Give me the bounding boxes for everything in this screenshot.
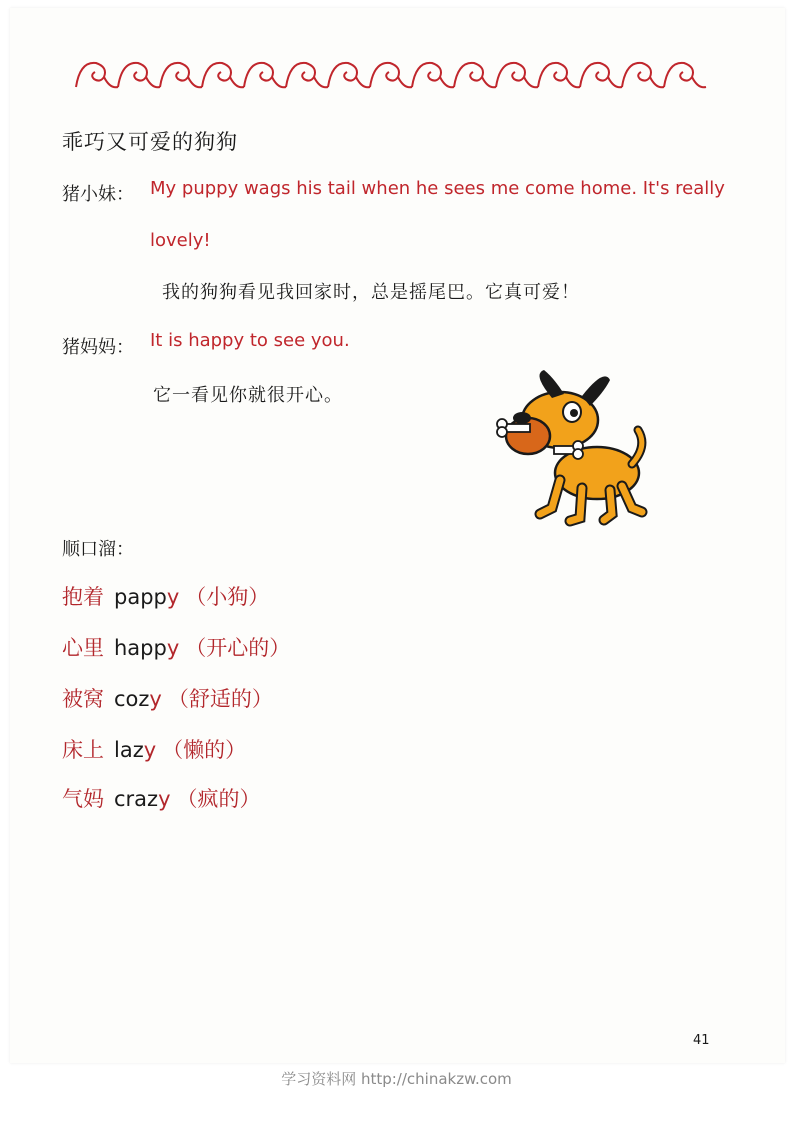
rhyme-row — [62, 632, 290, 662]
wave-scroll — [664, 63, 706, 87]
cartoon-dog-illustration — [492, 368, 652, 533]
rhyme-english — [114, 687, 162, 711]
book-page — [10, 8, 785, 1063]
page-number: 41 — [693, 1033, 710, 1048]
rhyme-chinese: 心里 — [62, 636, 104, 660]
english-line-continued: lovely! — [150, 230, 211, 251]
rhyme-gloss: （懒的） — [162, 738, 247, 762]
wave-scroll — [118, 63, 160, 87]
rhyme-english-ending: y — [143, 738, 157, 762]
rhyme-english-ending: y — [166, 636, 180, 660]
rhyme-row — [62, 581, 269, 611]
rhyme-english-ending: y — [158, 787, 171, 811]
speaker-piggy-sister: 猪小妹： — [62, 184, 134, 205]
page-title: 乖巧又可爱的狗狗 — [62, 130, 238, 154]
rhyme-gloss: （疯的） — [176, 787, 261, 811]
rhyme-english-stem: coz — [114, 687, 150, 711]
speaker-mother-pig: 猪妈妈： — [62, 337, 134, 358]
rhyme-english-ending: y — [149, 687, 162, 711]
wave-scroll — [160, 63, 202, 87]
rhyme-english-stem: papp — [114, 585, 167, 609]
rhyme-row — [62, 734, 246, 764]
wave-scroll — [76, 63, 118, 87]
wave-scroll — [412, 63, 454, 87]
decorative-wave-border — [68, 53, 708, 97]
rhyme-title: 顺口溜： — [62, 539, 134, 560]
rhyme-chinese: 被窝 — [62, 687, 104, 711]
rhyme-english — [114, 738, 156, 762]
english-line: My puppy wags his tail when he sees me come home. It's really — [150, 178, 725, 199]
rhyme-english — [114, 787, 171, 811]
rhyme-chinese: 床上 — [62, 738, 104, 762]
wave-scroll — [580, 63, 622, 87]
rhyme-english-stem: craz — [114, 787, 159, 811]
rhyme-english-stem: happ — [114, 636, 167, 660]
rhyme-row — [62, 683, 273, 713]
rhyme-gloss: （舒适的） — [167, 687, 273, 711]
wave-scroll — [286, 63, 328, 87]
chinese-translation: 它一看见你就很开心。 — [153, 385, 343, 406]
rhyme-english — [114, 585, 179, 609]
rhyme-english-stem: laz — [114, 738, 144, 762]
rhyme-chinese: 抱着 — [62, 585, 104, 609]
english-line: It is happy to see you. — [150, 330, 350, 351]
wave-scroll — [370, 63, 412, 87]
rhyme-gloss: （开心的） — [185, 636, 291, 660]
rhyme-english-ending: y — [166, 585, 180, 609]
wave-scroll — [538, 63, 580, 87]
rhyme-row — [62, 783, 261, 813]
wave-scroll — [328, 63, 370, 87]
rhyme-english — [114, 636, 179, 660]
wave-scroll — [496, 63, 538, 87]
chinese-translation: 我的狗狗看见我回家时，总是摇尾巴。它真可爱！ — [162, 282, 580, 303]
rhyme-chinese: 气妈 — [62, 787, 104, 811]
wave-scroll — [202, 63, 244, 87]
rhyme-gloss: （小狗） — [185, 585, 270, 609]
wave-scroll — [244, 63, 286, 87]
wave-scroll — [454, 63, 496, 87]
watermark: 学习资料网 http://chinakzw.com — [281, 1070, 512, 1088]
wave-scroll — [622, 63, 664, 87]
